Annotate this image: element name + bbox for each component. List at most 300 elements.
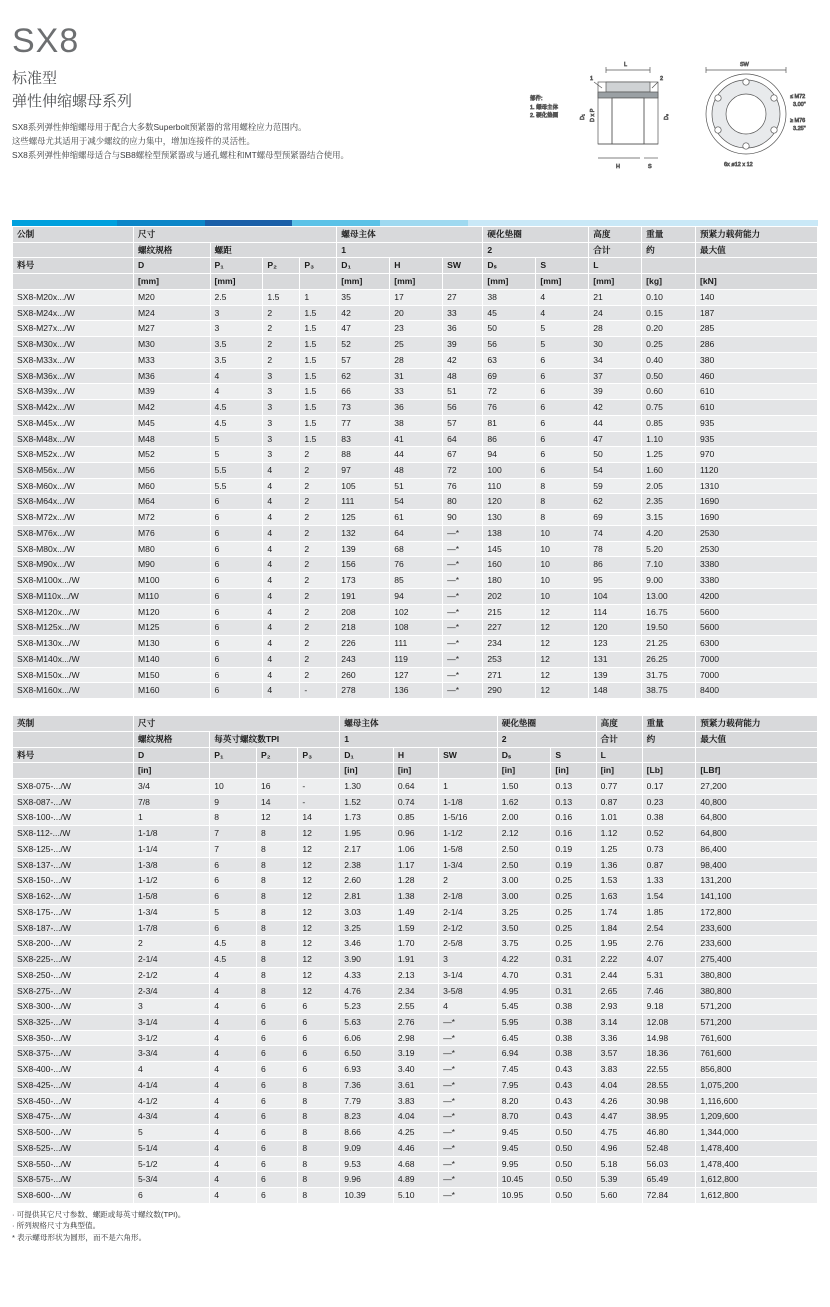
cell-value: 2.65 bbox=[596, 983, 642, 999]
table-row[interactable] bbox=[13, 400, 818, 416]
cell-part-number: SX8-112-.../W bbox=[13, 826, 134, 842]
cell-value: 7.45 bbox=[497, 1062, 551, 1078]
cell-value: 125 bbox=[337, 510, 390, 526]
imperial-unit-P1 bbox=[210, 763, 257, 779]
table-row[interactable] bbox=[13, 1188, 818, 1204]
table-row[interactable] bbox=[13, 1172, 818, 1188]
cell-value: 4 bbox=[536, 289, 589, 305]
cell-value: 8 bbox=[257, 826, 298, 842]
imperial-sym-S: S bbox=[551, 747, 596, 763]
table-row[interactable] bbox=[13, 904, 818, 920]
cell-value: 3.5 bbox=[210, 337, 263, 353]
colorbar-seg-4 bbox=[292, 220, 380, 226]
cell-value: 108 bbox=[390, 620, 443, 636]
cell-value: 2.22 bbox=[596, 952, 642, 968]
table-row[interactable] bbox=[13, 778, 818, 794]
cell-value: 0.52 bbox=[642, 826, 696, 842]
note-325: 3.25" bbox=[793, 126, 806, 132]
cell-value: 97 bbox=[337, 463, 390, 479]
cell-value: 51 bbox=[390, 478, 443, 494]
cell-value: 0.85 bbox=[642, 415, 696, 431]
table-row[interactable] bbox=[13, 857, 818, 873]
table-row[interactable] bbox=[13, 967, 818, 983]
cell-part-number: SX8-475-.../W bbox=[13, 1109, 134, 1125]
cell-value: 2 bbox=[300, 620, 337, 636]
cell-value: 3 bbox=[263, 431, 300, 447]
metric-sub-part2: 2 bbox=[483, 242, 589, 258]
cell-value: M72 bbox=[134, 510, 211, 526]
cell-value: 4.70 bbox=[497, 967, 551, 983]
cell-value: 27,200 bbox=[696, 778, 818, 794]
cell-value: 111 bbox=[390, 636, 443, 652]
cell-value: 2 bbox=[300, 557, 337, 573]
cell-value: 2-1/2 bbox=[134, 967, 210, 983]
table-row[interactable] bbox=[13, 1156, 818, 1172]
cell-value: 0.16 bbox=[551, 826, 596, 842]
cell-value: 6 bbox=[257, 1077, 298, 1093]
cell-value: 4.89 bbox=[393, 1172, 438, 1188]
cell-value: 25 bbox=[390, 337, 443, 353]
dim-L-label: L bbox=[624, 62, 628, 68]
cell-value: 131 bbox=[589, 651, 642, 667]
imperial-symbol-row bbox=[13, 747, 818, 763]
table-row[interactable] bbox=[13, 604, 818, 620]
dim-DxP-label: D x P bbox=[590, 108, 596, 122]
cell-value: 6.93 bbox=[340, 1062, 394, 1078]
cell-value: 12 bbox=[298, 857, 340, 873]
table-row[interactable] bbox=[13, 368, 818, 384]
cell-part-number: SX8-350-.../W bbox=[13, 1030, 134, 1046]
cell-value: 36 bbox=[443, 321, 483, 337]
imperial-sym-L: L bbox=[596, 747, 642, 763]
cell-value: 0.25 bbox=[551, 904, 596, 920]
cell-value: 6 bbox=[536, 415, 589, 431]
table-row[interactable] bbox=[13, 667, 818, 683]
cell-part-number: SX8-M30x.../W bbox=[13, 337, 134, 353]
dim-Ds-label: Dₛ bbox=[664, 113, 670, 120]
table-row[interactable] bbox=[13, 889, 818, 905]
cell-value: 4 bbox=[263, 573, 300, 589]
drawing-svg bbox=[528, 42, 818, 192]
cell-value: 8 bbox=[257, 873, 298, 889]
cell-value: 2.17 bbox=[340, 841, 394, 857]
table-row[interactable] bbox=[13, 573, 818, 589]
cell-value: 4 bbox=[210, 999, 257, 1015]
table-row[interactable] bbox=[13, 1014, 818, 1030]
metric-sym-H: H bbox=[390, 258, 443, 274]
imperial-sym-D: D bbox=[134, 747, 210, 763]
legend-title: 部件: bbox=[530, 96, 543, 102]
cell-value: 120 bbox=[589, 620, 642, 636]
cell-part-number: SX8-500-.../W bbox=[13, 1125, 134, 1141]
cell-value: 571,200 bbox=[696, 999, 818, 1015]
cell-value: 9.96 bbox=[340, 1172, 394, 1188]
table-row[interactable] bbox=[13, 1125, 818, 1141]
cell-value: 1-1/2 bbox=[134, 873, 210, 889]
cell-value: 1.10 bbox=[642, 431, 696, 447]
table-row[interactable] bbox=[13, 810, 818, 826]
cell-value: 73 bbox=[337, 400, 390, 416]
cell-value: 57 bbox=[443, 415, 483, 431]
footnotes bbox=[12, 1209, 818, 1243]
cell-value: 9.53 bbox=[340, 1156, 394, 1172]
cell-value: 1 bbox=[300, 289, 337, 305]
cell-value: 1-1/8 bbox=[439, 794, 498, 810]
table-row[interactable] bbox=[13, 952, 818, 968]
metric-unit-P1: [mm] bbox=[210, 274, 263, 290]
cell-value: 3.25 bbox=[340, 920, 394, 936]
table-row[interactable] bbox=[13, 384, 818, 400]
dim-SW-label: SW bbox=[740, 62, 749, 68]
cell-value: 1.60 bbox=[642, 463, 696, 479]
cell-value: —* bbox=[439, 1077, 498, 1093]
metric-unit-SW bbox=[443, 274, 483, 290]
cell-value: 3 bbox=[263, 447, 300, 463]
table-row[interactable] bbox=[13, 1030, 818, 1046]
cell-value: —* bbox=[443, 573, 483, 589]
cell-value: 86 bbox=[483, 431, 536, 447]
table-row[interactable] bbox=[13, 983, 818, 999]
cell-value: M36 bbox=[134, 368, 211, 384]
cell-value: 2.35 bbox=[642, 494, 696, 510]
cell-value: 7/8 bbox=[134, 794, 210, 810]
cell-value: 94 bbox=[483, 447, 536, 463]
metric-group-load: 预紧力载荷能力 bbox=[695, 227, 817, 243]
cell-value: 1.06 bbox=[393, 841, 438, 857]
metric-unit-P3 bbox=[300, 274, 337, 290]
imperial-sym-lbf bbox=[696, 747, 818, 763]
cell-value: 3.46 bbox=[340, 936, 394, 952]
table-row[interactable] bbox=[13, 478, 818, 494]
cell-value: 8 bbox=[257, 983, 298, 999]
cell-value: 3 bbox=[263, 415, 300, 431]
cell-value: 4-1/4 bbox=[134, 1077, 210, 1093]
cell-value: 7.46 bbox=[642, 983, 696, 999]
cell-value: 12 bbox=[298, 952, 340, 968]
table-row[interactable] bbox=[13, 352, 818, 368]
imperial-unit-lbf: [LBf] bbox=[696, 763, 818, 779]
cell-value: 761,600 bbox=[696, 1030, 818, 1046]
cell-value: 10 bbox=[536, 557, 589, 573]
table-row[interactable] bbox=[13, 337, 818, 353]
table-row[interactable] bbox=[13, 1140, 818, 1156]
cell-value: 4 bbox=[210, 1062, 257, 1078]
cell-value: 19.50 bbox=[642, 620, 696, 636]
cell-value: 285 bbox=[695, 321, 817, 337]
colorbar-seg-2 bbox=[117, 220, 205, 226]
footnote-2: · 所列规格尺寸为典型值。 bbox=[12, 1221, 101, 1231]
table-row[interactable] bbox=[13, 920, 818, 936]
cell-value: 4 bbox=[263, 463, 300, 479]
cell-value: 6 bbox=[257, 1156, 298, 1172]
cell-value: M48 bbox=[134, 431, 211, 447]
table-row[interactable] bbox=[13, 794, 818, 810]
table-row[interactable] bbox=[13, 1077, 818, 1093]
cell-value: 0.75 bbox=[642, 400, 696, 416]
table-row[interactable] bbox=[13, 305, 818, 321]
cell-value: 14 bbox=[298, 810, 340, 826]
cell-value: 6 bbox=[298, 1014, 340, 1030]
table-row[interactable] bbox=[13, 1046, 818, 1062]
cell-part-number: SX8-150-.../W bbox=[13, 873, 134, 889]
cell-value: 2.34 bbox=[393, 983, 438, 999]
cell-value: 33 bbox=[443, 305, 483, 321]
table-row[interactable] bbox=[13, 557, 818, 573]
cell-value: 271 bbox=[483, 667, 536, 683]
cell-value: 2 bbox=[300, 588, 337, 604]
cell-value: 2-1/8 bbox=[439, 889, 498, 905]
cell-value: —* bbox=[439, 1125, 498, 1141]
cell-value: —* bbox=[443, 588, 483, 604]
cell-value: 1.5 bbox=[300, 321, 337, 337]
cell-value: 38 bbox=[483, 289, 536, 305]
cell-value: 2-3/4 bbox=[134, 983, 210, 999]
cell-value: 7.36 bbox=[340, 1077, 394, 1093]
cell-value: 6 bbox=[536, 431, 589, 447]
cell-value: 6 bbox=[536, 463, 589, 479]
cell-value: 380,800 bbox=[696, 967, 818, 983]
table-row[interactable] bbox=[13, 841, 818, 857]
cell-value: 130 bbox=[483, 510, 536, 526]
cell-value: 1.17 bbox=[393, 857, 438, 873]
cell-value: 1 bbox=[439, 778, 498, 794]
metric-sub-max: 最大值 bbox=[695, 242, 817, 258]
cell-value: 6 bbox=[536, 447, 589, 463]
imperial-sub-part1: 1 bbox=[340, 731, 498, 747]
cell-part-number: SX8-M120x.../W bbox=[13, 604, 134, 620]
cell-value: 30.98 bbox=[642, 1093, 696, 1109]
cell-value: 234 bbox=[483, 636, 536, 652]
table-row[interactable] bbox=[13, 999, 818, 1015]
cell-value: 2-1/4 bbox=[439, 904, 498, 920]
cell-value: 3.14 bbox=[596, 1014, 642, 1030]
cell-value: 6 bbox=[257, 1140, 298, 1156]
cell-value: 1.52 bbox=[340, 794, 394, 810]
cell-value: 78 bbox=[589, 541, 642, 557]
cell-value: 5.31 bbox=[642, 967, 696, 983]
cell-value: 9.00 bbox=[642, 573, 696, 589]
cell-value: 50 bbox=[483, 321, 536, 337]
cell-value: 6.50 bbox=[340, 1046, 394, 1062]
cell-value: 39 bbox=[443, 337, 483, 353]
cell-value: 12 bbox=[257, 810, 298, 826]
imperial-group-unitsystem: 英制 bbox=[13, 716, 134, 732]
cell-value: 6 bbox=[257, 1014, 298, 1030]
cell-value: 64,800 bbox=[696, 826, 818, 842]
cell-part-number: SX8-600-.../W bbox=[13, 1188, 134, 1204]
cell-value: 85 bbox=[390, 573, 443, 589]
cell-value: 48 bbox=[390, 463, 443, 479]
legend-item-2: 2. 硬化垫圈 bbox=[530, 113, 559, 119]
cell-part-number: SX8-075-.../W bbox=[13, 778, 134, 794]
metric-unit-L: [mm] bbox=[589, 274, 642, 290]
cell-value: 2 bbox=[300, 667, 337, 683]
cell-value: 6 bbox=[210, 510, 263, 526]
table-row[interactable] bbox=[13, 636, 818, 652]
cell-value: M30 bbox=[134, 337, 211, 353]
cell-value: 36 bbox=[390, 400, 443, 416]
cell-value: 0.87 bbox=[596, 794, 642, 810]
table-row[interactable] bbox=[13, 1062, 818, 1078]
intro-line-1: SX8系列弹性伸缩螺母用于配合大多数Superbolt预紧器的常用螺栓应力范围内。 bbox=[12, 122, 307, 132]
cell-value: 42 bbox=[443, 352, 483, 368]
cell-value: 1.49 bbox=[393, 904, 438, 920]
cell-value: 1.5 bbox=[300, 337, 337, 353]
cell-value: 4 bbox=[134, 1062, 210, 1078]
cell-value: 173 bbox=[337, 573, 390, 589]
cell-value: 123 bbox=[589, 636, 642, 652]
cell-part-number: SX8-275-.../W bbox=[13, 983, 134, 999]
cell-value: 208 bbox=[337, 604, 390, 620]
cell-value: 72 bbox=[483, 384, 536, 400]
cell-value: 1.5 bbox=[300, 415, 337, 431]
note-m72: ≤ M72 bbox=[790, 94, 806, 100]
cell-value: 64,800 bbox=[696, 810, 818, 826]
cell-value: 2.76 bbox=[393, 1014, 438, 1030]
cell-value: 9 bbox=[210, 794, 257, 810]
table-row[interactable] bbox=[13, 936, 818, 952]
table-row[interactable] bbox=[13, 447, 818, 463]
page-title: SX8 bbox=[12, 22, 80, 60]
table-row[interactable] bbox=[13, 494, 818, 510]
cell-value: 4.75 bbox=[596, 1125, 642, 1141]
metric-unit-Ds: [mm] bbox=[483, 274, 536, 290]
table-row[interactable] bbox=[13, 1109, 818, 1125]
cell-value: —* bbox=[443, 604, 483, 620]
cell-value: 12 bbox=[536, 651, 589, 667]
cell-value: 4.5 bbox=[210, 952, 257, 968]
cell-value: 8 bbox=[298, 1109, 340, 1125]
table-row[interactable] bbox=[13, 683, 818, 699]
cell-value: 0.60 bbox=[642, 384, 696, 400]
table-row[interactable] bbox=[13, 415, 818, 431]
cell-value: 0.25 bbox=[642, 337, 696, 353]
cell-value: —* bbox=[443, 557, 483, 573]
cell-value: 4 bbox=[210, 384, 263, 400]
cell-value: 10 bbox=[536, 588, 589, 604]
cell-value: 202 bbox=[483, 588, 536, 604]
cell-value: 290 bbox=[483, 683, 536, 699]
cell-value: —* bbox=[439, 1046, 498, 1062]
cell-part-number: SX8-M80x.../W bbox=[13, 541, 134, 557]
table-row[interactable] bbox=[13, 463, 818, 479]
cell-value: 7 bbox=[210, 826, 257, 842]
cell-value: 180 bbox=[483, 573, 536, 589]
table-row[interactable] bbox=[13, 541, 818, 557]
cell-value: 12 bbox=[298, 826, 340, 842]
cell-value: 6 bbox=[257, 999, 298, 1015]
cell-value: 6 bbox=[210, 573, 263, 589]
cell-value: 140 bbox=[695, 289, 817, 305]
metric-sym-S: S bbox=[536, 258, 589, 274]
cell-value: 2.00 bbox=[497, 810, 551, 826]
cell-value: 136 bbox=[390, 683, 443, 699]
cell-value: 3/4 bbox=[134, 778, 210, 794]
table-row[interactable] bbox=[13, 588, 818, 604]
cell-value: 2.76 bbox=[642, 936, 696, 952]
cell-value: 4.5 bbox=[210, 936, 257, 952]
cell-value: 57 bbox=[337, 352, 390, 368]
table-row[interactable] bbox=[13, 289, 818, 305]
metric-unit-H: [mm] bbox=[390, 274, 443, 290]
cell-value: 0.20 bbox=[642, 321, 696, 337]
cell-value: 127 bbox=[390, 667, 443, 683]
cell-value: 7.95 bbox=[497, 1077, 551, 1093]
table-row[interactable] bbox=[13, 651, 818, 667]
table-row[interactable] bbox=[13, 826, 818, 842]
cell-value: 100 bbox=[483, 463, 536, 479]
cell-part-number: SX8-575-.../W bbox=[13, 1172, 134, 1188]
cell-value: 86,400 bbox=[696, 841, 818, 857]
cell-value: 1.25 bbox=[642, 447, 696, 463]
cell-value: 4 bbox=[210, 1156, 257, 1172]
table-row[interactable] bbox=[13, 321, 818, 337]
cell-value: 2 bbox=[134, 936, 210, 952]
cell-value: 9.45 bbox=[497, 1125, 551, 1141]
metric-group-unitsystem: 公制 bbox=[13, 227, 134, 243]
cell-part-number: SX8-325-.../W bbox=[13, 1014, 134, 1030]
cell-value: 3-1/2 bbox=[134, 1030, 210, 1046]
cell-value: 3-3/4 bbox=[134, 1046, 210, 1062]
imperial-unit-P2 bbox=[257, 763, 298, 779]
cell-value: 3380 bbox=[695, 573, 817, 589]
cell-value: 2 bbox=[263, 305, 300, 321]
cell-value: 34 bbox=[589, 352, 642, 368]
imperial-group-header-row bbox=[13, 716, 818, 732]
metric-sym-L: L bbox=[589, 258, 642, 274]
cell-value: 2-1/4 bbox=[134, 952, 210, 968]
cell-value: 8 bbox=[298, 1125, 340, 1141]
table-row[interactable] bbox=[13, 1093, 818, 1109]
cell-value: 8.23 bbox=[340, 1109, 394, 1125]
metric-sub-thread: 螺纹规格 bbox=[134, 242, 211, 258]
cell-value: 67 bbox=[443, 447, 483, 463]
cell-value: 2 bbox=[300, 636, 337, 652]
cell-value: 76 bbox=[443, 478, 483, 494]
table-row[interactable] bbox=[13, 620, 818, 636]
table-row[interactable] bbox=[13, 873, 818, 889]
cell-value: 83 bbox=[337, 431, 390, 447]
cell-value: M150 bbox=[134, 667, 211, 683]
cell-part-number: SX8-550-.../W bbox=[13, 1156, 134, 1172]
cell-value: 0.23 bbox=[642, 794, 696, 810]
cell-part-number: SX8-M56x.../W bbox=[13, 463, 134, 479]
cell-value: 9.18 bbox=[642, 999, 696, 1015]
cell-value: 8.20 bbox=[497, 1093, 551, 1109]
cell-value: 0.25 bbox=[551, 920, 596, 936]
cell-value: 22.55 bbox=[642, 1062, 696, 1078]
metric-unit-code bbox=[13, 274, 134, 290]
cell-value: 52.48 bbox=[642, 1140, 696, 1156]
accent-colorbar bbox=[12, 220, 818, 226]
cell-value: 856,800 bbox=[696, 1062, 818, 1078]
callout-1: 1 bbox=[590, 76, 594, 82]
table-row[interactable] bbox=[13, 525, 818, 541]
table-row[interactable] bbox=[13, 510, 818, 526]
legend-item-1: 1. 螺母主体 bbox=[530, 105, 559, 111]
metric-subheader-row bbox=[13, 242, 818, 258]
cell-part-number: SX8-M90x.../W bbox=[13, 557, 134, 573]
cell-value: 4.25 bbox=[393, 1125, 438, 1141]
cell-value: 95 bbox=[589, 573, 642, 589]
cell-value: —* bbox=[439, 1188, 498, 1204]
colorbar-seg-5 bbox=[380, 220, 468, 226]
cell-value: 1,209,600 bbox=[696, 1109, 818, 1125]
subtitle-primary: 标准型 bbox=[12, 70, 58, 87]
cell-value: 0.50 bbox=[551, 1140, 596, 1156]
cell-value: 27 bbox=[443, 289, 483, 305]
table-row[interactable] bbox=[13, 431, 818, 447]
